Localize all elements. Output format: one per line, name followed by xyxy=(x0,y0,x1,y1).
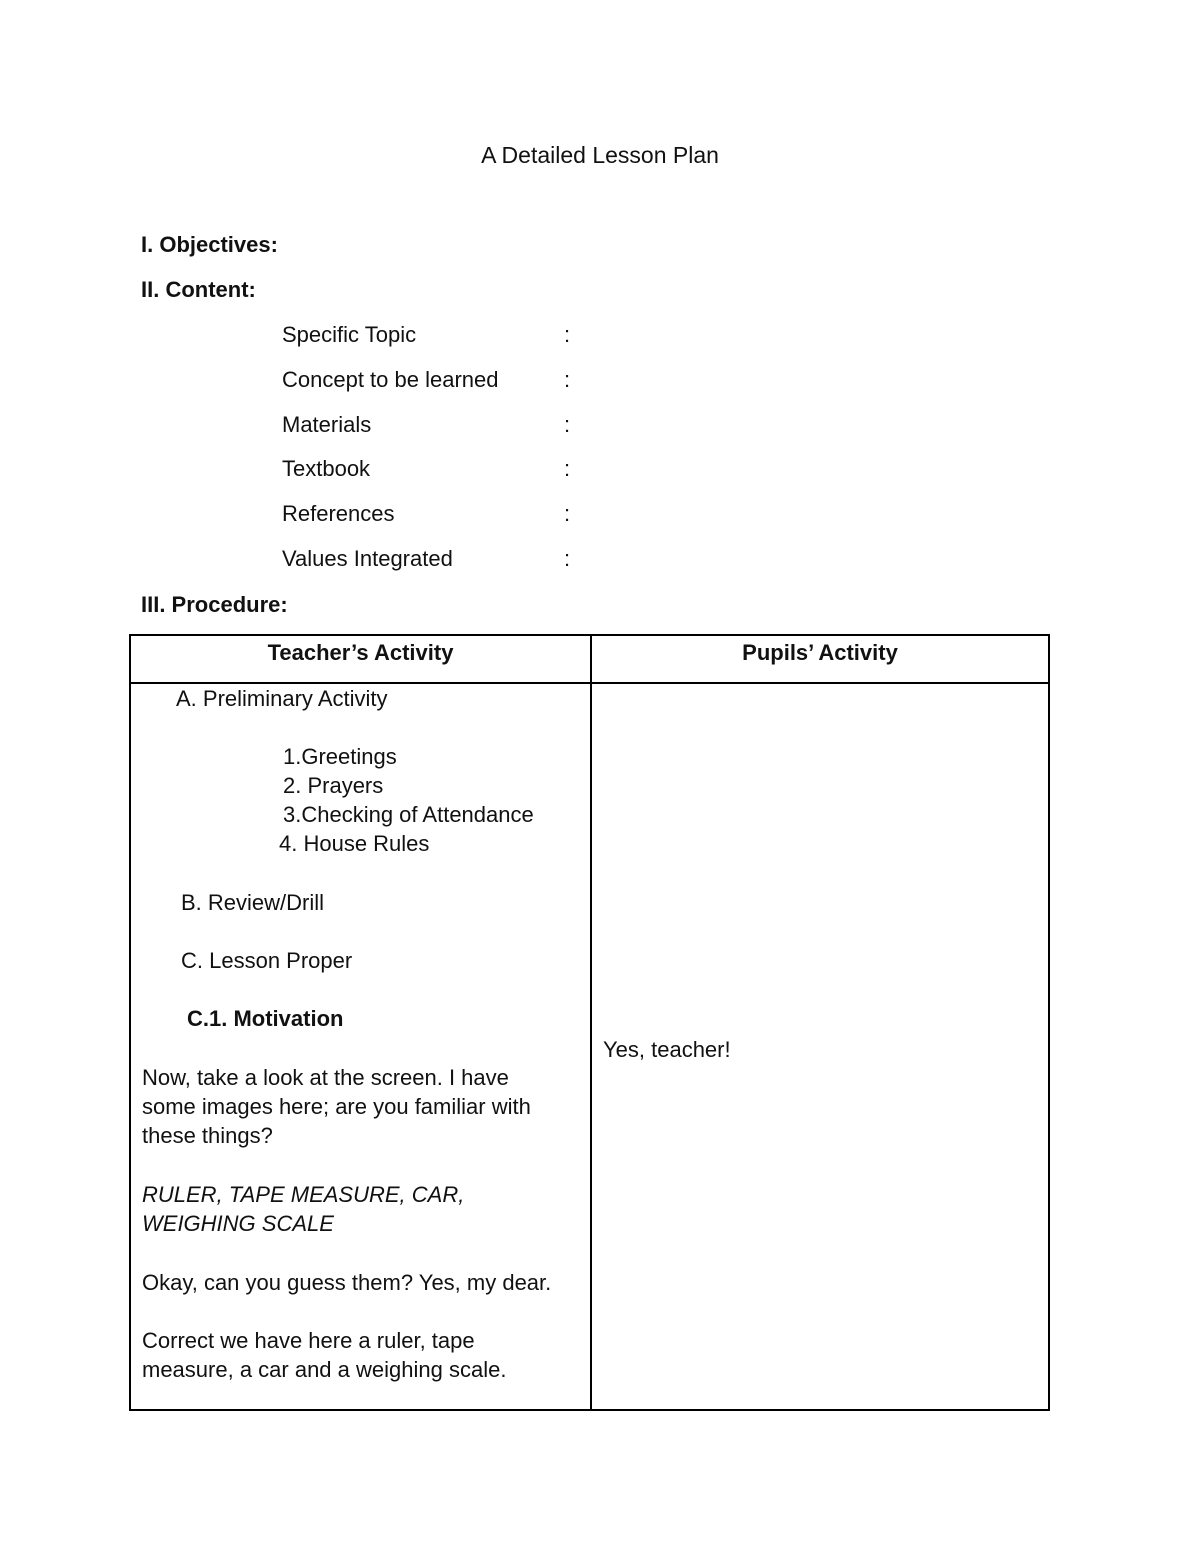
content-item-colon: : xyxy=(564,367,571,392)
objectives-heading: I. Objectives: xyxy=(141,232,278,257)
motivation-heading: C.1. Motivation xyxy=(187,1006,344,1031)
teacher-line: some images here; are you familiar with xyxy=(142,1094,531,1119)
content-item-label: Specific Topic xyxy=(282,322,417,347)
teacher-line: measure, a car and a weighing scale. xyxy=(142,1357,507,1382)
column-divider xyxy=(590,636,592,1409)
teacher-activity-header: Teacher’s Activity xyxy=(267,640,454,665)
procedure-heading: III. Procedure: xyxy=(141,592,288,617)
content-item-label: Textbook xyxy=(282,456,371,481)
content-heading: II. Content: xyxy=(141,277,256,302)
teacher-line: Now, take a look at the screen. I have xyxy=(142,1065,509,1090)
lesson-proper: C. Lesson Proper xyxy=(181,948,353,973)
pupil-response: Yes, teacher! xyxy=(603,1037,731,1062)
content-item-colon: : xyxy=(564,456,571,481)
content-item-label: Materials xyxy=(282,412,372,437)
preliminary-activity: A. Preliminary Activity xyxy=(176,686,388,711)
content-item-colon: : xyxy=(564,412,571,437)
house-rules-item: 4. House Rules xyxy=(279,831,430,856)
procedure-table xyxy=(129,634,1050,1411)
content-item-label: References xyxy=(282,501,395,526)
content-item-colon: : xyxy=(564,501,571,526)
teacher-line: Okay, can you guess them? Yes, my dear. xyxy=(142,1270,552,1295)
pupils-activity-header: Pupils’ Activity xyxy=(742,640,898,665)
header-divider xyxy=(131,682,1048,684)
prayers-item: 2. Prayers xyxy=(283,773,384,798)
review-drill: B. Review/Drill xyxy=(181,890,325,915)
content-item-colon: : xyxy=(564,546,571,571)
items-list: RULER, TAPE MEASURE, CAR, xyxy=(142,1182,465,1207)
items-list: WEIGHING SCALE xyxy=(142,1211,334,1236)
attendance-item: 3.Checking of Attendance xyxy=(283,802,534,827)
teacher-line: Correct we have here a ruler, tape xyxy=(142,1328,475,1353)
greetings-item: 1.Greetings xyxy=(283,744,397,769)
document-title: A Detailed Lesson Plan xyxy=(481,142,719,168)
content-item-label: Concept to be learned xyxy=(282,367,499,392)
content-item-colon: : xyxy=(564,322,571,347)
teacher-line: these things? xyxy=(142,1123,273,1148)
content-item-label: Values Integrated xyxy=(282,546,453,571)
